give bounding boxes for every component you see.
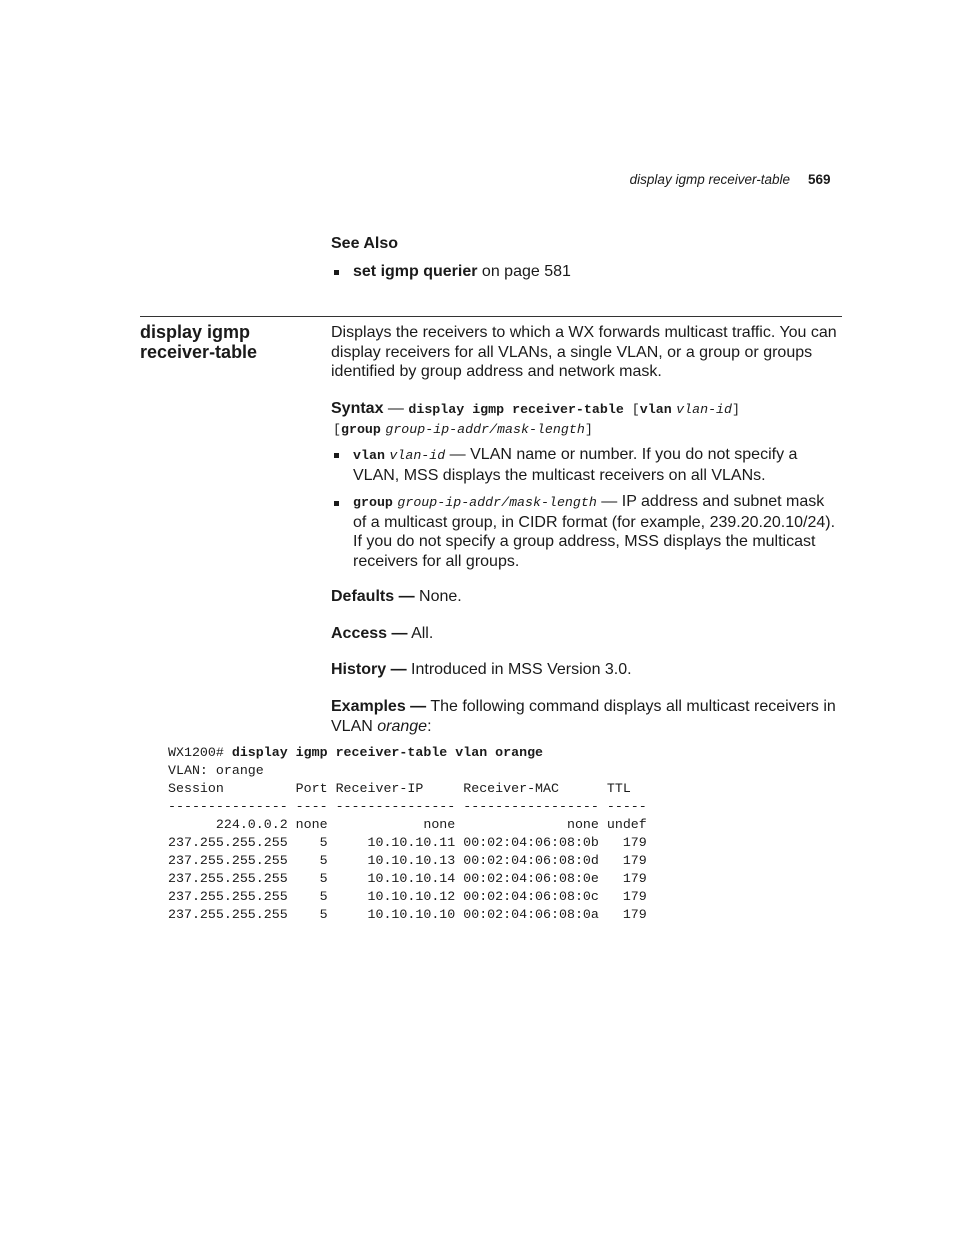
syntax-bracket: ]	[732, 402, 740, 417]
code-output-line: Session Port Receiver-IP Receiver-MAC TTL	[168, 781, 631, 796]
syntax-dash: —	[383, 400, 409, 417]
section-divider	[140, 316, 842, 317]
description-line: display receivers for all VLANs, a single VLAN, or a group or groups	[331, 343, 813, 361]
syntax-kw-group: group	[340, 422, 381, 437]
param-desc: — IP address and subnet mask	[596, 493, 825, 510]
syntax-arg-group: group-ip-addr/mask-length	[385, 422, 585, 437]
section-title-line1: display igmp	[140, 322, 251, 342]
see-also-heading: See Also	[331, 235, 398, 252]
syntax-bracket: [	[333, 422, 341, 437]
code-output-line: 237.255.255.255 5 10.10.10.12 00:02:04:06:08:0c 179	[168, 889, 647, 904]
syntax-bracket: [	[623, 402, 640, 417]
see-also-item	[353, 262, 571, 282]
history-line	[331, 660, 632, 680]
param-group	[353, 492, 835, 571]
access-value: All.	[407, 625, 434, 642]
param-desc-line: of a multicast group, in CIDR format (for example, 239.20.20.10/24).	[353, 513, 836, 531]
page-number: 569	[808, 172, 831, 187]
see-also-page-ref: on page 581	[477, 263, 571, 280]
param-desc-line: receivers for all groups.	[353, 552, 520, 570]
syntax-line2	[333, 419, 593, 440]
code-output-line: 237.255.255.255 5 10.10.10.13 00:02:04:06:08:0d 179	[168, 853, 647, 868]
param-arg: vlan-id	[389, 448, 446, 463]
code-output-line: 237.255.255.255 5 10.10.10.11 00:02:04:06:08:0b 179	[168, 835, 647, 850]
param-desc-line: If you do not specify a group address, MSS displays the multicast	[353, 533, 816, 550]
param-vlan	[353, 445, 797, 485]
syntax-kw-vlan: vlan	[639, 402, 672, 417]
code-command-line	[168, 744, 647, 762]
bullet-icon	[334, 453, 339, 458]
syntax-line1	[331, 399, 740, 420]
section-description	[331, 323, 837, 382]
param-kw: group	[353, 495, 393, 510]
param-group-line1	[353, 492, 835, 513]
defaults-line	[331, 587, 462, 607]
bullet-icon	[334, 501, 339, 506]
code-output-line: 237.255.255.255 5 10.10.10.14 00:02:04:06:08:0e 179	[168, 871, 647, 886]
defaults-value: None.	[414, 588, 462, 605]
param-kw: vlan	[353, 448, 385, 463]
description-line: Displays the receivers to which a WX forwards multicast traffic. You can	[331, 324, 837, 341]
history-value: Introduced in MSS Version 3.0.	[406, 661, 632, 678]
examples-text: The following command displays all multicast receivers in	[426, 698, 836, 715]
defaults-label: Defaults —	[331, 588, 415, 605]
code-prompt: WX1200#	[168, 745, 232, 760]
examples-text: VLAN	[331, 717, 378, 735]
code-output-line: --------------- ---- --------------- ----------------- -----	[168, 799, 647, 814]
section-title-line2: receiver-table	[140, 342, 258, 362]
code-example	[168, 744, 647, 924]
syntax-arg-vlan: vlan-id	[676, 402, 733, 417]
section-title	[140, 322, 320, 362]
syntax-command: display igmp receiver-table	[408, 402, 624, 417]
param-vlan-line1	[353, 445, 797, 466]
examples-block	[331, 697, 836, 736]
running-header-title: display igmp receiver-table	[629, 172, 790, 187]
examples-line1	[331, 697, 836, 717]
syntax-label: Syntax	[331, 400, 384, 417]
bullet-icon	[334, 270, 339, 275]
code-command: display igmp receiver-table vlan orange	[231, 745, 544, 760]
syntax-bracket: ]	[584, 422, 593, 437]
examples-text: :	[427, 717, 432, 735]
param-arg: group-ip-addr/mask-length	[397, 495, 597, 510]
code-output-line: 237.255.255.255 5 10.10.10.10 00:02:04:06:08:0a 179	[168, 907, 647, 922]
param-desc-line: VLAN, MSS displays the multicast receivers on all VLANs.	[353, 466, 766, 484]
code-output-line: VLAN: orange	[168, 763, 264, 778]
see-also-link[interactable]: set igmp querier	[353, 263, 478, 280]
param-desc: — VLAN name or number. If you do not specify a	[445, 446, 798, 463]
history-label: History —	[331, 661, 407, 678]
examples-vlan-name: orange	[377, 717, 428, 735]
examples-label: Examples —	[331, 698, 427, 715]
examples-line2	[331, 717, 836, 737]
access-label: Access —	[331, 625, 408, 642]
description-line: identified by group address and network mask.	[331, 363, 662, 380]
access-line	[331, 624, 433, 644]
code-output-line: 224.0.0.2 none none none undef	[168, 817, 647, 832]
